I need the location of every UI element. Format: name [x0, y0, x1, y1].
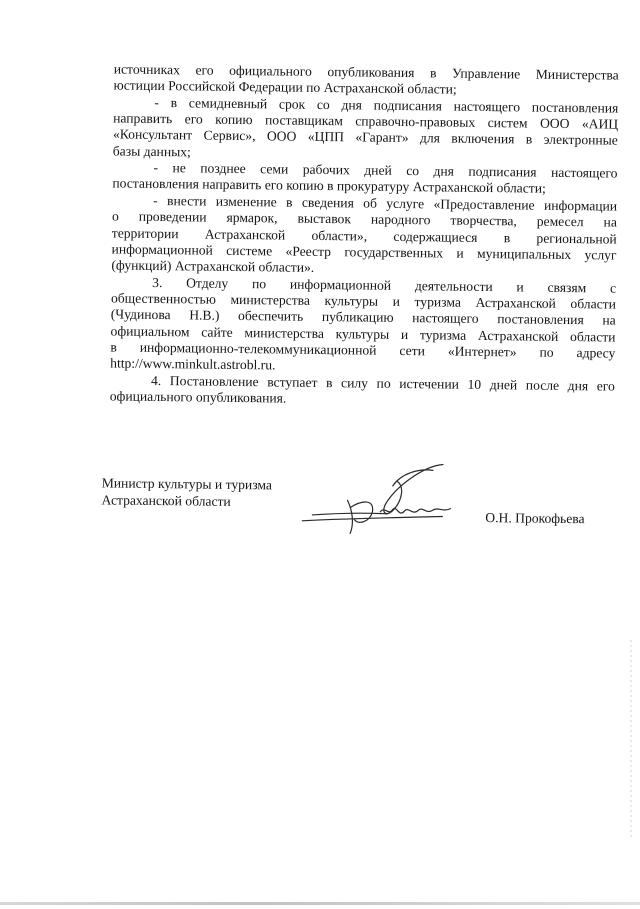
- text-line: (Чудинова Н.В.) обеспечить публикацию настоящего постановления на: [110, 306, 616, 328]
- handwritten-signature: [292, 455, 483, 542]
- scan-artifact: [630, 640, 632, 840]
- signatory-name: О.Н. Прокофьева: [485, 510, 585, 527]
- text-line: «Консультант Сервис», ООО «ЦПП «Гарант» для включения в электронные: [112, 126, 618, 149]
- text-line: общественностью министерства культуры и туризма Астраханской области: [110, 290, 617, 312]
- text-line: http://www.minkult.astrobl.ru.: [110, 355, 276, 373]
- document-body: [4, 0, 640, 406]
- text-line: официальном сайте министерства культуры и туризма Астраханской области: [110, 323, 616, 345]
- text-line: источниках его официального опубликования в Управление Министерства: [113, 61, 619, 83]
- text-line: - не позднее семи рабочих дней со дня подписания настоящего: [153, 160, 618, 181]
- text-line: (функций) Астраханской области».: [111, 257, 315, 276]
- text-line: в информационно-телекоммуникационной сети «Интернет» по адресу: [110, 339, 616, 361]
- text-line: базы данных;: [112, 143, 191, 160]
- text-line: 4. Постановление вступает в силу по истечении 10 дней после дня его: [150, 372, 615, 394]
- text-line: постановления направить его копию в прокуратуру Астраханской области;: [112, 175, 546, 197]
- text-line: территории Астраханской области», содержащиеся в региональной: [111, 224, 617, 247]
- text-line: направить его копию поставщикам справочно-правовых систем ООО «АИЦ: [113, 110, 619, 132]
- signatory-title-line-1: Министр культуры и туризма: [101, 475, 273, 493]
- text-line: информационной системе «Реестр государственных и муниципальных услуг: [111, 241, 617, 263]
- signatory-title-line-2: Астраханской области: [101, 492, 231, 509]
- text-line: - в семидневный срок со дня подписания настоящего постановления: [154, 94, 619, 116]
- text-line: о проведении ярмарок, выставок народного творчества, ремесел на: [111, 208, 618, 230]
- text-line: 3. Отделу по информационной деятельности и связям с: [152, 274, 617, 296]
- text-line: официального опубликования.: [109, 388, 287, 406]
- text-line: юстиции Российской Федерации по Астраханской области;: [113, 77, 457, 97]
- text-line: - внести изменение в сведения об услуге «Предоставление информации: [153, 192, 618, 214]
